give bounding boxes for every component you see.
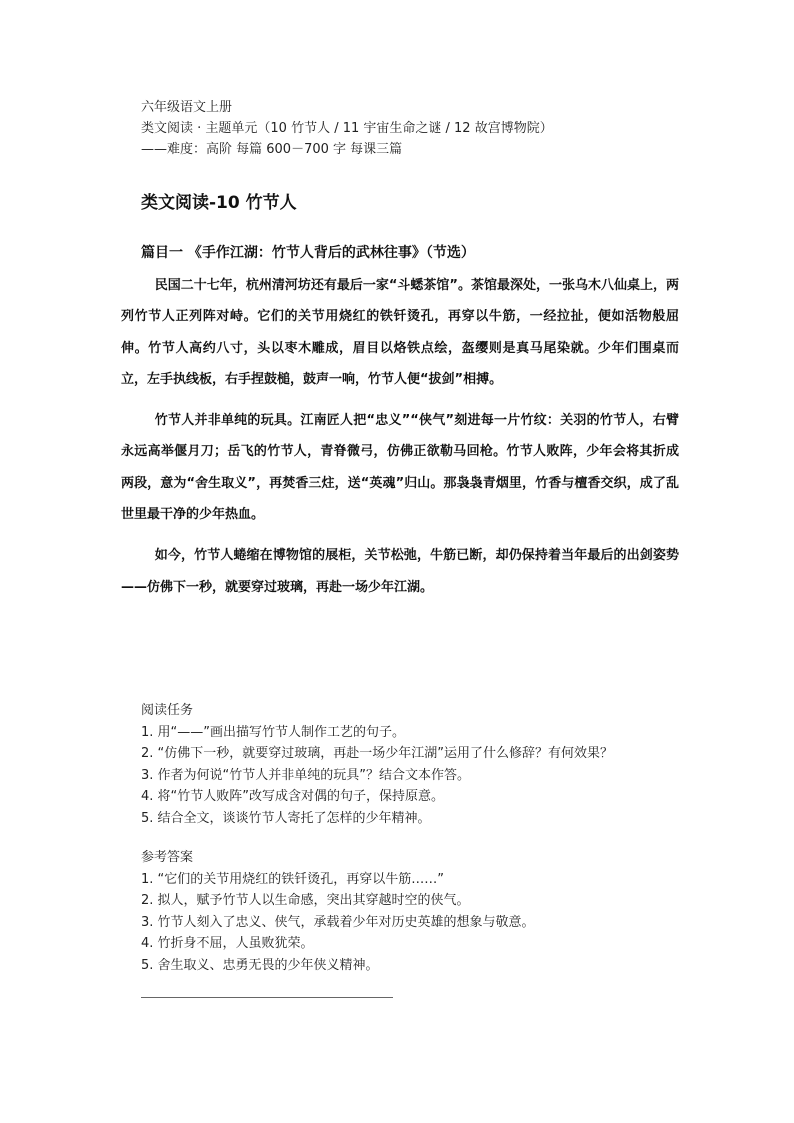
answers-heading: 参考答案 [141, 850, 194, 865]
piece-title: 篇目一 《手作江湖：竹节人背后的武林往事》（节选） [141, 245, 475, 261]
paragraph-2: 竹节人并非单纯的玩具。江南匠人把“忠义”“侠气”刻进每一片竹纹：关羽的竹节人，右臂永远高举偃月刀；岳飞的竹节人，青脊微弓，仿佛正欲勒马回枪。竹节人败阵，少年会将其折成两段，意为“舍生取义”，再焚香三炷，送“英魂”归山。那袅袅青烟里，竹香与檀香交织，成了乱世里最干净的少年热血。 [121, 413, 679, 523]
task-item: 1. 用“——”画出描写竹节人制作工艺的句子。 [141, 724, 406, 740]
document-header [141, 97, 701, 160]
task-item: 5. 结合全文，谈谈竹节人寄托了怎样的少年精神。 [141, 810, 431, 826]
task-item: 3. 作者为何说“竹节人并非单纯的玩具”？结合文本作答。 [141, 767, 471, 783]
grade-line: 六年级语文上册 [141, 100, 233, 115]
article-body [121, 270, 679, 613]
answer-item: 1. “它们的关节用烧红的铁钎烫孔，再穿以牛筋……” [141, 871, 445, 887]
task-item: 4. 将“竹节人败阵”改写成含对偶的句子，保持原意。 [141, 789, 445, 804]
unit-line: 类文阅读 · 主题单元（10 竹节人 / 11 宇宙生命之谜 / 12 故宫博物院） [141, 121, 553, 136]
reading-tasks [141, 700, 701, 829]
answer-item: 3. 竹节人刻入了忠义、侠气，承载着少年对历史英雄的想象与敬意。 [141, 914, 535, 930]
task-item: 2. “仿佛下一秒，就要穿过玻璃，再赴一场少年江湖”运用了什么修辞？有何效果？ [141, 746, 614, 761]
lesson-title: 类文阅读-10 竹节人 [141, 193, 297, 213]
answer-item: 2. 拟人，赋予竹节人以生命感，突出其穿越时空的侠气。 [141, 893, 470, 908]
answer-item: 5. 舍生取义、忠勇无畏的少年侠义精神。 [141, 957, 379, 973]
difficulty-line: ——难度：高阶 每篇 600－700 字 每课三篇 [141, 142, 403, 157]
answer-item: 4. 竹折身不屈，人虽败犹荣。 [141, 936, 314, 951]
section-divider [141, 997, 393, 998]
paragraph-3: 如今，竹节人蜷缩在博物馆的展柜，关节松弛，牛筋已断，却仍保持着当年最后的出剑姿势——仿佛下一秒，就要穿过玻璃，再赴一场少年江湖。 [121, 548, 679, 595]
reference-answers [141, 847, 701, 976]
tasks-heading: 阅读任务 [141, 703, 194, 718]
paragraph-1: 民国二十七年，杭州清河坊还有最后一家“斗蟋茶馆”。茶馆最深处，一张乌木八仙桌上，两列竹节人正列阵对峙。它们的关节用烧红的铁钎烫孔，再穿以牛筋，一经拉扯，便如活物般屈伸。竹节人高约八寸，头以枣木雕成，眉目以烙铁点绘，盔缨则是真马尾染就。少年们围桌而立，左手执线板，右手捏鼓槌，鼓声一响，竹节人便“拔剑”相搏。 [121, 278, 679, 387]
